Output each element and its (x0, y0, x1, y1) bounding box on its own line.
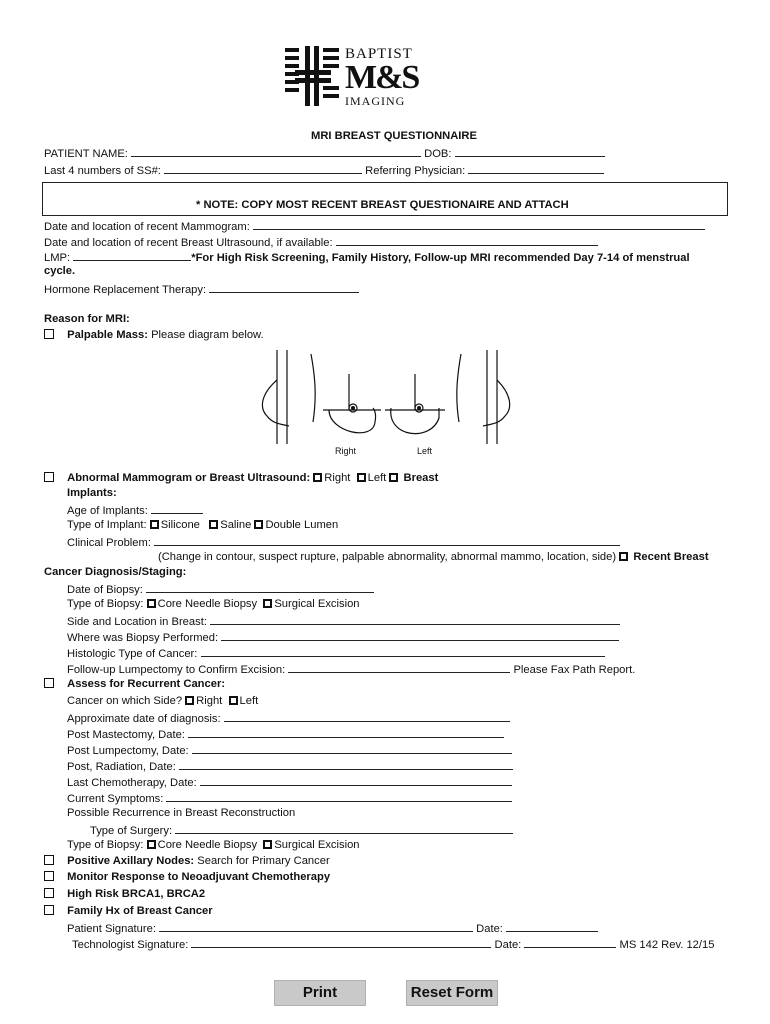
highrisk-label: High Risk BRCA1, BRCA2 (67, 888, 206, 900)
axillary-row (44, 855, 330, 867)
surgical-excision-checkbox[interactable] (263, 599, 272, 608)
chemo-field[interactable] (200, 775, 512, 786)
ssn-field[interactable] (164, 163, 362, 174)
tech-signature-field[interactable] (191, 937, 491, 948)
implants-label: Implants: (67, 487, 117, 499)
familyhx-label: Family Hx of Breast Cancer (67, 905, 213, 917)
biopsy-where-row (67, 630, 619, 644)
hrt-field[interactable] (209, 282, 359, 293)
ultrasound-field[interactable] (336, 235, 598, 246)
breast-implants-label: Breast (403, 472, 439, 484)
ssn-label: Last 4 numbers of SS#: (44, 165, 161, 177)
histologic-label: Histologic Type of Cancer: (67, 648, 198, 660)
recurrent-left-label: Left (239, 695, 259, 707)
highrisk-row (44, 888, 205, 900)
followup-label: Follow-up Lumpectomy to Confirm Excision: (67, 664, 286, 676)
lmp-label: LMP: (44, 252, 71, 264)
followup-row (67, 662, 635, 676)
biopsy-date-field[interactable] (146, 582, 374, 593)
lmp-row (44, 250, 690, 264)
chemo-row (67, 775, 512, 789)
core-needle-label: Core Needle Biopsy (157, 598, 258, 610)
abnormal-left-label: Left (367, 472, 387, 484)
tech-date-field[interactable] (524, 937, 616, 948)
logo-mark-icon (283, 46, 343, 108)
saline-label: Saline (220, 519, 252, 531)
neoadjuvant-row (44, 871, 330, 883)
mastectomy-field[interactable] (188, 727, 504, 738)
surgical-excision-label: Surgical Excision (274, 598, 360, 610)
tech-signature-row (72, 937, 714, 951)
patient-signature-label: Patient Signature: (67, 923, 156, 935)
chemo-label: Last Chemotherapy, Date: (67, 777, 197, 789)
recurrent-label: Assess for Recurrent Cancer: (67, 678, 226, 690)
logo-text-imaging: IMAGING (345, 94, 406, 108)
implant-age-row (67, 503, 203, 517)
biopsy-date-row (67, 582, 374, 596)
axillary-checkbox[interactable] (44, 855, 54, 865)
implant-type-label: Type of Implant: (67, 519, 147, 531)
reset-form-button[interactable]: Reset Form (406, 980, 498, 1006)
familyhx-checkbox[interactable] (44, 905, 54, 915)
reason-heading: Reason for MRI: (44, 313, 130, 325)
surgery-type-field[interactable] (175, 823, 513, 834)
cancer-side-label: Cancer on which Side? (67, 695, 183, 707)
neoadjuvant-checkbox[interactable] (44, 871, 54, 881)
recurrent-surgical-label: Surgical Excision (274, 839, 360, 851)
histologic-field[interactable] (201, 646, 605, 657)
tech-date-label: Date: (494, 939, 522, 951)
reconstruction-text: Possible Recurrence in Breast Reconstruction (67, 807, 296, 819)
patient-signature-row (67, 921, 598, 935)
dob-field[interactable] (455, 146, 605, 157)
saline-checkbox[interactable] (209, 520, 218, 529)
symptoms-label: Current Symptoms: (67, 793, 164, 805)
patient-date-field[interactable] (506, 921, 598, 932)
biopsy-where-field[interactable] (221, 630, 619, 641)
logo-text-ms: M&S (345, 59, 419, 96)
double-lumen-checkbox[interactable] (254, 520, 263, 529)
change-row (158, 551, 709, 563)
symptoms-row (67, 791, 512, 805)
referring-label: Referring Physician: (365, 165, 466, 177)
biopsy-type-row (67, 598, 360, 610)
lumpectomy-row (67, 743, 512, 757)
mammogram-row (44, 219, 705, 233)
biopsy-type-label: Type of Biopsy: (67, 598, 144, 610)
lumpectomy-label: Post Lumpectomy, Date: (67, 745, 189, 757)
cancer-staging-label: Cancer Diagnosis/Staging: (44, 566, 187, 578)
approx-field[interactable] (224, 711, 510, 722)
recurrent-checkbox[interactable] (44, 678, 54, 688)
recent-cancer-label: Recent Breast (633, 551, 709, 563)
radiation-field[interactable] (179, 759, 513, 770)
symptoms-field[interactable] (166, 791, 512, 802)
breast-implants-checkbox[interactable] (389, 473, 398, 482)
patient-signature-field[interactable] (159, 921, 473, 932)
clinical-label: Clinical Problem: (67, 537, 151, 549)
ultrasound-label: Date and location of recent Breast Ultrasound, if available: (44, 237, 333, 249)
recent-cancer-checkbox[interactable] (619, 552, 628, 561)
abnormal-checkbox[interactable] (44, 472, 54, 482)
mammogram-field[interactable] (253, 219, 705, 230)
patient-name-label: PATIENT NAME: (44, 148, 128, 160)
familyhx-row (44, 905, 213, 917)
lmp-note-cont: cycle. (44, 265, 76, 277)
highrisk-checkbox[interactable] (44, 888, 54, 898)
abnormal-right-checkbox[interactable] (313, 473, 322, 482)
palpable-label: Palpable Mass: (67, 329, 148, 341)
surgery-type-label: Type of Surgery: (90, 825, 173, 837)
cancer-side-row (67, 695, 258, 707)
axillary-text: Search for Primary Cancer (197, 855, 330, 867)
ssn-row (44, 163, 604, 177)
silicone-checkbox[interactable] (150, 520, 159, 529)
recurrent-left-checkbox[interactable] (229, 696, 238, 705)
mammogram-label: Date and location of recent Mammogram: (44, 221, 250, 233)
patient-date-label: Date: (476, 923, 503, 935)
biopsy-where-label: Where was Biopsy Performed: (67, 632, 219, 644)
axillary-label: Positive Axillary Nodes: (67, 855, 195, 867)
recurrent-biopsy-label: Type of Biopsy: (67, 839, 144, 851)
mastectomy-label: Post Mastectomy, Date: (67, 729, 185, 741)
recurrent-core-label: Core Needle Biopsy (157, 839, 258, 851)
double-lumen-label: Double Lumen (265, 519, 339, 531)
abnormal-label: Abnormal Mammogram or Breast Ultrasound: (67, 472, 311, 484)
neoadjuvant-label: Monitor Response to Neoadjuvant Chemotherapy (67, 871, 331, 883)
revision-label: MS 142 Rev. 12/15 (619, 939, 715, 951)
hrt-row (44, 282, 359, 296)
approx-row (67, 711, 510, 725)
surgery-type-row (90, 823, 513, 837)
side-location-field[interactable] (210, 614, 620, 625)
diagram-right-label: Right (335, 446, 357, 456)
referring-field[interactable] (468, 163, 604, 174)
palpable-checkbox[interactable] (44, 329, 54, 339)
lmp-note: *For High Risk Screening, Family History, Follow-up MRI recommended Day 7-14 of menstrual (191, 252, 690, 264)
note-text: * NOTE: COPY MOST RECENT BREAST QUESTIONAIRE AND ATTACH (196, 199, 569, 211)
diagram-left-label: Left (417, 446, 433, 456)
tech-signature-label: Technologist Signature: (72, 939, 189, 951)
followup-field[interactable] (288, 662, 510, 673)
biopsy-date-label: Date of Biopsy: (67, 584, 143, 596)
radiation-label: Post, Radiation, Date: (67, 761, 176, 773)
recurrent-right-checkbox[interactable] (185, 696, 194, 705)
lmp-field[interactable] (73, 250, 191, 261)
change-note: (Change in contour, suspect rupture, palpable abnormality, abnormal mammo, location, side) (158, 551, 617, 563)
print-button[interactable]: Print (274, 980, 366, 1006)
hrt-label: Hormone Replacement Therapy: (44, 284, 207, 296)
implant-type-row (67, 519, 338, 531)
abnormal-left-checkbox[interactable] (357, 473, 366, 482)
recurrent-biopsy-row (67, 839, 360, 851)
approx-label: Approximate date of diagnosis: (67, 713, 221, 725)
recurrent-right-label: Right (196, 695, 223, 707)
dob-label: DOB: (424, 148, 452, 160)
ultrasound-row (44, 235, 598, 249)
histologic-row (67, 646, 605, 660)
clinical-row (67, 535, 620, 549)
abnormal-right-label: Right (324, 472, 351, 484)
breast-diagram[interactable] (255, 346, 517, 458)
page-title: MRI BREAST QUESTIONNAIRE (311, 130, 477, 142)
palpable-text: Please diagram below. (151, 329, 264, 341)
mastectomy-row (67, 727, 504, 741)
recurrent-core-checkbox[interactable] (147, 840, 156, 849)
radiation-row (67, 759, 513, 773)
silicone-label: Silicone (160, 519, 200, 531)
side-location-label: Side and Location in Breast: (67, 616, 207, 628)
core-needle-checkbox[interactable] (147, 599, 156, 608)
logo (283, 44, 433, 110)
abnormal-row (44, 472, 438, 484)
recurrent-row (44, 678, 225, 690)
clinical-field[interactable] (154, 535, 620, 546)
recurrent-surgical-checkbox[interactable] (263, 840, 272, 849)
patient-name-row (44, 146, 605, 160)
implant-age-field[interactable] (151, 503, 203, 514)
palpable-row (44, 329, 264, 341)
fax-note: Please Fax Path Report. (513, 664, 636, 676)
logo-text-baptist: BAPTIST (345, 46, 413, 62)
implant-age-label: Age of Implants: (67, 505, 148, 517)
side-location-row (67, 614, 620, 628)
lumpectomy-field[interactable] (192, 743, 512, 754)
patient-name-field[interactable] (131, 146, 421, 157)
